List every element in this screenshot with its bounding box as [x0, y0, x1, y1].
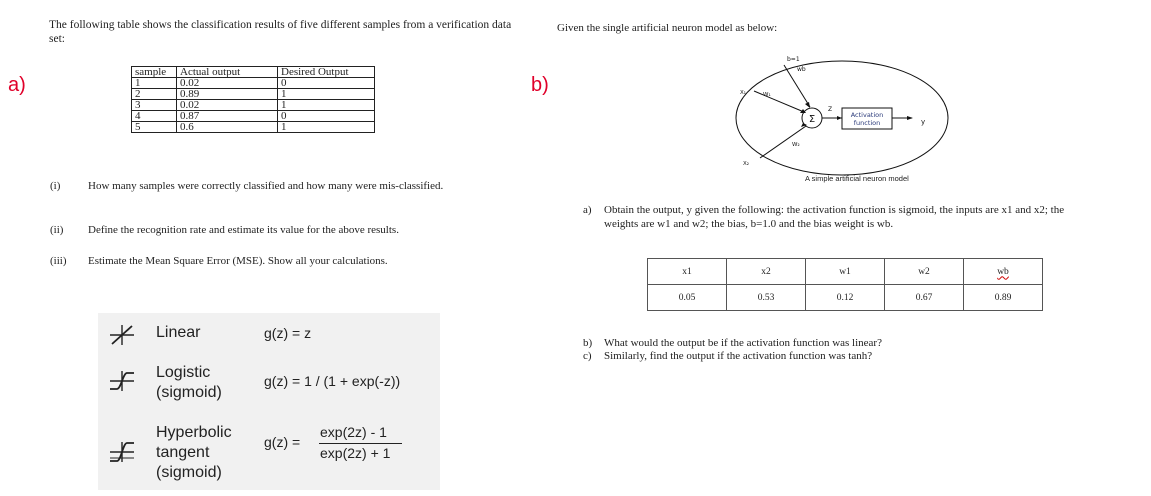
input-x2-label: X₂: [743, 161, 749, 167]
panel-a-intro: The following table shows the classification results of five different samples from a verification data set:: [49, 19, 512, 45]
classification-table: [131, 66, 375, 133]
question-number: (iii): [50, 255, 67, 267]
question-number: (i): [50, 180, 61, 192]
table-header: sample: [132, 67, 177, 78]
table-cell: 0.67: [885, 285, 964, 311]
weight-w2-label: W₂: [792, 142, 800, 148]
activation-name-line: Hyperbolic: [156, 424, 232, 441]
input-x1-label: X₁: [740, 90, 746, 96]
activation-name-line: (sigmoid): [156, 464, 222, 481]
table-cell: 0.6: [177, 122, 278, 133]
activation-box-text: function: [853, 119, 881, 127]
activation-name-line: Logistic: [156, 364, 211, 381]
activation-name-line: tangent: [156, 444, 210, 461]
table-header: x1: [648, 259, 727, 285]
table-cell: 4: [132, 111, 177, 122]
table-cell: 0: [278, 78, 375, 89]
question-number: (ii): [50, 224, 64, 236]
table-cell: 1: [278, 89, 375, 100]
table-cell: 2: [132, 89, 177, 100]
weights-table: [647, 258, 1043, 311]
arrowhead: [907, 116, 913, 120]
table-cell: 0.05: [648, 285, 727, 311]
table-row: [648, 285, 1043, 311]
arrowhead: [837, 116, 842, 120]
sigmoid-function-icon: [108, 369, 136, 393]
fraction-numerator: exp(2z) - 1: [320, 424, 387, 440]
table-header: w2: [885, 259, 964, 285]
table-cell: 0.89: [964, 285, 1043, 311]
table-cell: 5: [132, 122, 177, 133]
table-row: [132, 122, 375, 133]
table-cell: 0: [278, 111, 375, 122]
table-row: [132, 89, 375, 100]
table-row: [132, 78, 375, 89]
table-header: Actual output: [177, 67, 278, 78]
question-text: Obtain the output, y given the following: the activation function is sigmoid, the inputs are x1 and x2; the: [604, 204, 1065, 216]
activation-name: Linear: [156, 324, 201, 341]
activation-name-line: (sigmoid): [156, 384, 222, 401]
question-text: How many samples were correctly classified and how many were mis-classified.: [88, 180, 444, 192]
table-cell: 0.89: [177, 89, 278, 100]
question-text: weights are w1 and w2; the bias, b=1.0 and the bias weight is wb.: [604, 218, 894, 230]
table-header-row: [648, 259, 1043, 285]
question-text: What would the output be if the activation function was linear?: [604, 337, 882, 349]
table-row: [132, 100, 375, 111]
panel-a-marker: a): [8, 74, 26, 96]
z-label: Z: [828, 106, 833, 113]
question-text: Similarly, find the output if the activation function was tanh?: [604, 350, 873, 362]
activation-equation: g(z) = 1 / (1 + exp(-z)): [264, 373, 401, 389]
table-header-row: [132, 67, 375, 78]
weight-w1-label: W₁: [763, 92, 771, 98]
question-number: b): [583, 337, 593, 349]
fraction-bar: [319, 443, 402, 444]
activation-equation-lhs: g(z) =: [264, 434, 301, 450]
table-cell: 0.87: [177, 111, 278, 122]
sigma-symbol: Σ: [808, 114, 816, 125]
question-text: Define the recognition rate and estimate its value for the above results.: [88, 224, 399, 236]
activation-functions-box: [98, 313, 440, 490]
neuron-model-diagram: [730, 45, 970, 180]
table-cell: 0.53: [727, 285, 806, 311]
question-number: a): [583, 204, 592, 216]
activation-name: [156, 363, 222, 403]
question-number: c): [583, 350, 592, 362]
table-cell: 3: [132, 100, 177, 111]
table-cell: 1: [132, 78, 177, 89]
table-cell: 1: [278, 100, 375, 111]
activation-box-text: Activation: [850, 111, 884, 119]
table-cell: 1: [278, 122, 375, 133]
table-cell: 0.02: [177, 78, 278, 89]
panel-b-marker: b): [531, 74, 549, 96]
table-header: Desired Output: [278, 67, 375, 78]
question-text: Estimate the Mean Square Error (MSE). Show all your calculations.: [88, 255, 388, 267]
tanh-function-icon: [108, 440, 136, 464]
table-header: wb: [964, 259, 1043, 285]
output-y-label: y: [921, 118, 926, 126]
bias-weight-label: wb: [797, 66, 806, 73]
activation-equation: g(z) = z: [264, 325, 312, 341]
diagram-caption: A simple artificial neuron model: [805, 174, 909, 183]
arrowhead: [805, 102, 810, 108]
table-header: w1: [806, 259, 885, 285]
input-x1-edge: [754, 91, 804, 112]
linear-function-icon: [108, 323, 136, 347]
panel-b-intro: Given the single artificial neuron model as below:: [557, 22, 778, 34]
fraction-denominator: exp(2z) + 1: [320, 445, 391, 461]
table-header: x2: [727, 259, 806, 285]
activation-name: [156, 423, 232, 483]
table-row: [132, 111, 375, 122]
table-cell: 0.12: [806, 285, 885, 311]
table-cell: 0.02: [177, 100, 278, 111]
bias-label: b=1: [787, 56, 800, 63]
